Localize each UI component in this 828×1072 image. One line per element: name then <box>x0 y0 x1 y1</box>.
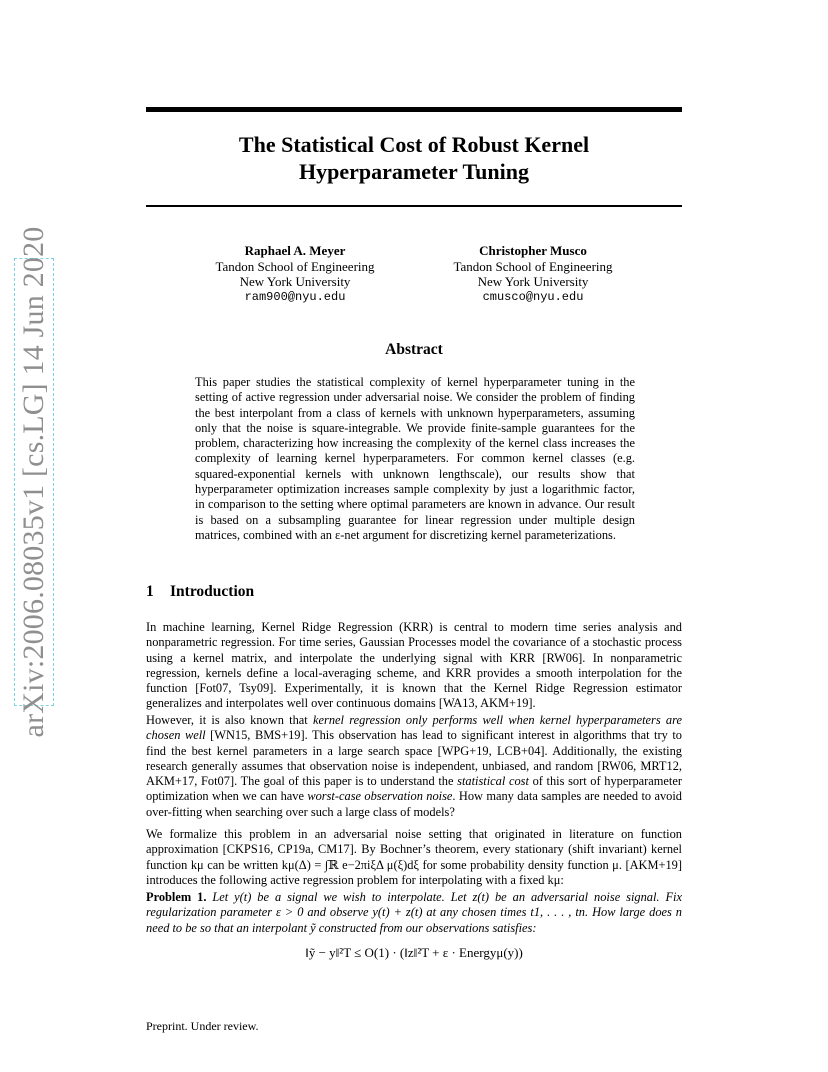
text-run: [WN15, BMS+19]. This observation has lead to significant interest in algorithms that try to find the best kernel parameters in a large search space [WPG+19, LCB+04]. Additionally, the existing research generally assumes that observation noise is independent, unbiased, and random [RW06, MRT12, AKM+17, Fot07]. The goal of this paper is to understand the <box>146 728 683 789</box>
abstract-heading: Abstract <box>385 341 443 358</box>
title-line-2: Hyperparameter Tuning <box>298 159 529 184</box>
section-title: Introduction <box>170 583 255 600</box>
abstract-text: This paper studies the statistical complexity of kernel hyperparameter tuning in the setting of active regression under adversarial noise. We consider the problem of finding the best interpolant from a class of kernels with unknown hyperparameters, assuming only that the noise is square-integrable. We provide finite-sample guarantees for the problem, characterizing how increasing the complexity of the kernel class increases the complexity of learning kernel hyperparameters. For common kernel classes (e.g. squared-exponential kernels with unknown lengthscale), our results show that hyperparameter optimization increases sample complexity by just a logarithmic factor, in comparison to the setting where optimal parameters are known in advance. Our result is based on a subsampling guarantee for linear regression under multiple design matrices, combined with an ε-net argument for discretizing kernel parameterizations. <box>195 375 635 542</box>
author-block-1 <box>195 243 395 305</box>
author-block-2 <box>433 243 633 305</box>
author-affiliation: Tandon School of Engineering <box>453 258 613 274</box>
footer-note: Preprint. Under review. <box>146 1019 259 1033</box>
emphasis-run: worst-case observation noise <box>307 789 453 804</box>
author-affiliation: Tandon School of Engineering <box>215 258 375 274</box>
emphasis-run: kernel regression only performs well when kernel hyperparameters are chosen well <box>146 713 682 743</box>
title-rule-bottom <box>146 205 682 207</box>
problem-text: Let y(t) be a signal we wish to interpolate. Let z(t) be an adversarial noise signal. Fix regularization parameter ε > 0 and observe y(t) + z(t) at any chosen times t1, . . . , tn. How large does n need to be so that an interpolant ỹ constructed from our observations satisfies: <box>146 890 682 935</box>
section-number: 1 <box>146 583 154 600</box>
emphasis-run: statistical cost <box>457 774 529 789</box>
paper-title <box>146 131 682 185</box>
intro-paragraph-2 <box>146 713 682 820</box>
section-heading <box>146 583 254 601</box>
title-line-1: The Statistical Cost of Robust Kernel <box>238 132 590 157</box>
text-run: . How many data samples are needed to avoid over-fitting when searching over such a large class of models? <box>146 789 682 819</box>
title-rule-top <box>146 107 682 112</box>
author-email: cmusco@nyu.edu <box>482 289 584 304</box>
problem-statement <box>146 890 682 936</box>
text-run: However, it is also known that <box>146 713 313 727</box>
arxiv-identifier: arXiv:2006.08035v1 [cs.LG] 14 Jun 2020 <box>17 226 50 738</box>
author-name: Raphael A. Meyer <box>244 243 346 258</box>
intro-paragraph-3: We formalize this problem in an adversarial noise setting that originated in literature on function approximation [CKPS16, CP19a, CM17]. By Bochner’s theorem, every stationary (shift invariant) kernel function kμ can be written kμ(Δ) = ∫ℝ e−2πiξΔ μ(ξ)dξ for some probability density function μ. [AKM+19] introduces the following active regression problem for interpolating with a fixed kμ: <box>146 827 682 887</box>
problem-label: Problem 1. <box>146 890 207 904</box>
author-university: New York University <box>477 274 589 289</box>
intro-paragraph-1: In machine learning, Kernel Ridge Regression (KRR) is central to modern time series analysis and nonparametric regression. For time series, Gaussian Processes model the covariance of a stochastic process using a kernel matrix, and interpolate the underlying signal with KRR [RW06]. In nonparametric regression, kernels define a local-averaging scheme, and KRR provides a smooth interpolation for the function [Fot07, Tsy09]. Experimentally, it is known that the Kernel Ridge Regression estimator generalizes and interpolates well over continuous domains [WA13, AKM+19]. <box>146 620 682 711</box>
arxiv-stamp <box>14 226 54 738</box>
author-name: Christopher Musco <box>479 243 587 258</box>
text-run: of this sort of hyperparameter optimization when we can have <box>146 774 682 804</box>
display-equation: ‖ỹ − y‖²T ≤ O(1) · (‖z‖²T + ε · Energyμ(y)) <box>305 945 523 960</box>
author-university: New York University <box>239 274 351 289</box>
author-email: ram900@nyu.edu <box>244 289 346 304</box>
